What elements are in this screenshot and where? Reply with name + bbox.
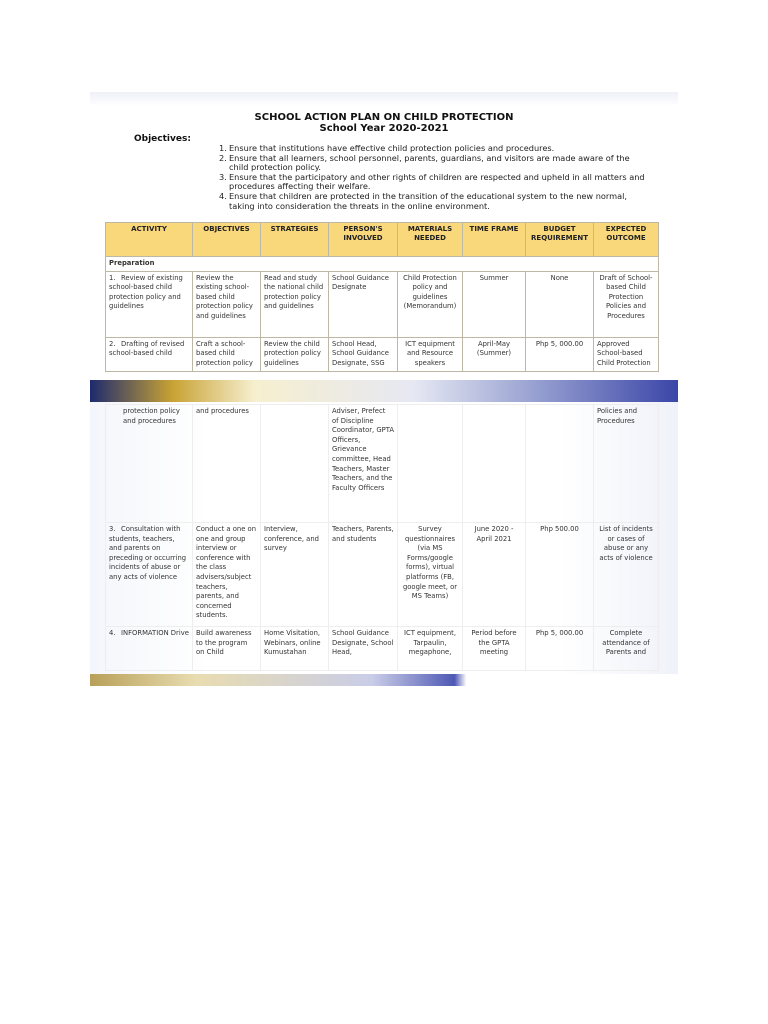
action-plan-table-bottom [105,404,659,671]
table-header-row [106,223,659,257]
cell-time-frame [463,405,526,523]
table-row [106,405,659,523]
objectives-label: Objectives: [134,134,191,144]
cell-time-frame: Period before the GPTA meeting [463,627,526,671]
page-top-edge [90,92,678,106]
document-subtitle: School Year 2020-2021 [319,123,449,134]
cell-strategies: Home Visitation, Webinars, online Kumustahan [261,627,329,671]
cell-outcome: List of incidents or cases of abuse or any acts of violence [594,523,659,627]
cell-activity: 2. Drafting of revised school-based child [106,337,193,371]
objective-item: 2. Ensure that all learners, school personnel, parents, guardians, and visitors are made aware of the child protection policy. [219,152,630,173]
cell-time-frame: June 2020 - April 2021 [463,523,526,627]
header-outcome: EXPECTED OUTCOME [594,223,659,257]
cell-outcome: Complete attendance of Parents and [594,627,659,671]
cell-materials: Survey questionnaires (via MS Forms/google forms), virtual platforms (FB, google meet, or MS Teams) [398,523,463,627]
cell-activity: 4. INFORMATION Drive [106,627,193,671]
cell-time-frame: April-May (Summer) [463,337,526,371]
cell-objectives: Conduct a one on one and group interview or conference with the class advisers/subject teachers, parents, and concerned students. [193,523,261,627]
cell-objectives: Review the existing school-based child protection policy and guidelines [193,271,261,337]
cell-activity: 3. Consultation with students, teachers, and parents on preceding or occurring incidents of abuse or any acts of violence [106,523,193,627]
header-persons: PERSON'S INVOLVED [329,223,398,257]
cell-persons: School Guidance Designate, School Head, [329,627,398,671]
cell-objectives: Craft a school-based child protection policy [193,337,261,371]
cell-outcome: Policies and Procedures [594,405,659,523]
cell-time-frame: Summer [463,271,526,337]
cell-activity: 1. Review of existing school-based child protection policy and guidelines [106,271,193,337]
header-objectives: OBJECTIVES [193,223,261,257]
cell-materials: Child Protection policy and guidelines (Memorandum) [398,271,463,337]
cell-persons: School Head, School Guidance Designate, SSG [329,337,398,371]
objectives-list [219,144,649,211]
header-materials: MATERIALS NEEDED [398,223,463,257]
cell-persons: Adviser, Prefect of Discipline Coordinator, GPTA Officers, Grievance committee, Head Teachers, Master Teachers, and the Faculty Officers [329,405,398,523]
cell-materials [398,405,463,523]
header-activity: ACTIVITY [106,223,193,257]
cell-objectives: Build awareness to the program on Child [193,627,261,671]
cell-strategies: Interview, conference, and survey [261,523,329,627]
cell-budget: Php 5, 000.00 [526,337,594,371]
cell-materials: ICT equipment, Tarpaulin, megaphone, [398,627,463,671]
cell-objectives: and procedures [193,405,261,523]
section-label: Preparation [106,257,659,272]
objective-item: 3. Ensure that the participatory and other rights of children are respected and upheld in all matters and procedures affecting their welfare. [219,171,645,192]
cell-strategies: Review the child protection policy guidelines [261,337,329,371]
page-break-band [90,380,678,402]
cell-budget: None [526,271,594,337]
header-budget: BUDGET REQUIREMENT [526,223,594,257]
table-row [106,627,659,671]
cell-outcome: Draft of School-based Child Protection Policies and Procedures [594,271,659,337]
cell-strategies: Read and study the national child protection policy and guidelines [261,271,329,337]
objective-item: 4. Ensure that children are protected in the transition of the educational system to the new normal, taking into consideration the threats in the online environment. [219,190,628,211]
cell-materials: ICT equipment and Resource speakers [398,337,463,371]
cell-activity: protection policy and procedures [106,405,193,523]
cell-budget: Php 500.00 [526,523,594,627]
cell-strategies [261,405,329,523]
cell-persons: Teachers, Parents, and students [329,523,398,627]
objective-item: 1. Ensure that institutions have effective child protection policies and procedures. [219,143,555,153]
header-strategies: STRATEGIES [261,223,329,257]
page-bottom-band [90,674,678,686]
table-row [106,271,659,337]
action-plan-table-top [105,222,659,372]
cell-budget [526,405,594,523]
table-row [106,523,659,627]
table-row [106,337,659,371]
section-row [106,257,659,272]
cell-budget: Php 5, 000.00 [526,627,594,671]
cell-outcome: Approved School-based Child Protection [594,337,659,371]
header-time-frame: TIME FRAME [463,223,526,257]
document-title: SCHOOL ACTION PLAN ON CHILD PROTECTION [254,112,514,123]
cell-persons: School Guidance Designate [329,271,398,337]
